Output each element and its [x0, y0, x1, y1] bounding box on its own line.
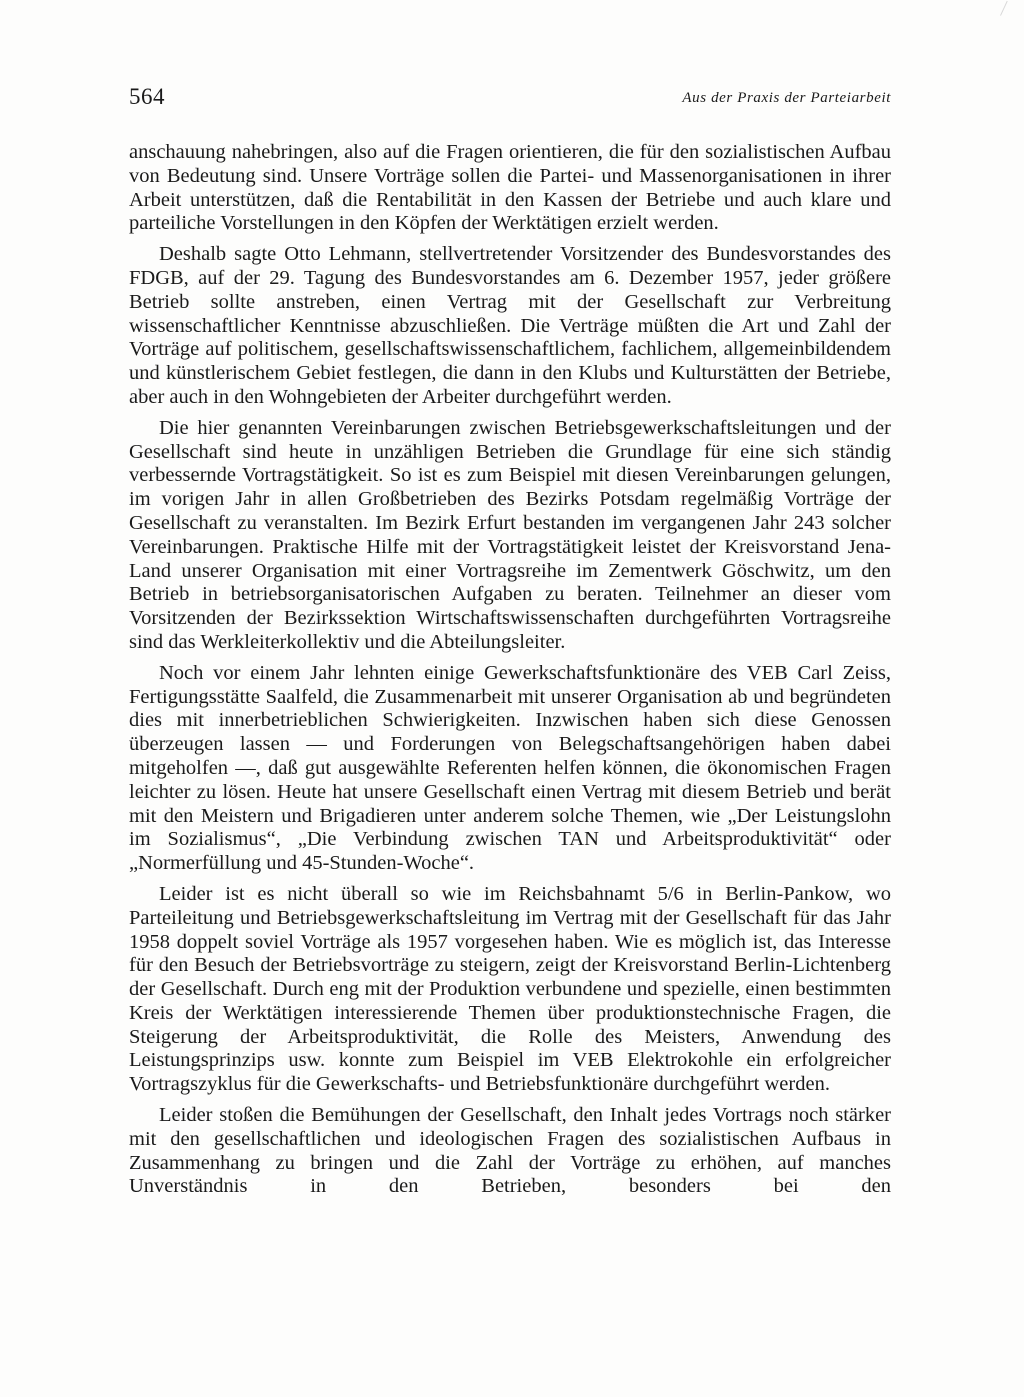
paragraph: anschauung nahebringen, also auf die Fragen orientieren, die für den sozialistischen Aufbau von Bedeutung sind. Unsere Vorträge sollen die Partei- und Massenorganisationen in ihrer Arbeit unterstützen, daß die Rentabilität in den Kassen der Betriebe und auch klare und parteiliche Vorstellungen in den Köpfen der Werktätigen erzielt werden.: [129, 141, 891, 235]
paragraph: Deshalb sagte Otto Lehmann, stellvertretender Vorsitzender des Bundesvorstandes des FDGB, auf der 29. Tagung des Bundesvorstandes am 6. Dezember 1957, jeder größere Betrieb sollte anstreben, einen Vertrag mit der Gesellschaft zur Verbreitung wissenschaftlicher Kenntnisse abzuschließen. Die Verträge müßten die Art und Zahl der Vorträge auf politischem, gesellschaftswissenschaftlichem, fachlichem, allgemeinbildendem und künstlerischem Gebiet festlegen, die dann in den Klubs und Kulturstätten der Betriebe, aber auch in den Wohngebieten der Arbeiter durchgeführt werden.: [129, 243, 891, 408]
page-edge-mark: [1000, 1, 1015, 19]
running-head: Aus der Praxis der Parteiarbeit: [682, 90, 891, 106]
page-header: [129, 84, 891, 112]
paragraph: Leider stoßen die Bemühungen der Gesellschaft, den Inhalt jedes Vortrags noch stärker mit den gesellschaftlichen und ideologischen Fragen des sozialistischen Aufbaus in Zusammenhang zu bringen und die Zahl der Vorträge zu erhöhen, auf manches Unverständnis in den Betrieben, besonders bei den: [129, 1104, 891, 1198]
page-number: 564: [129, 84, 165, 109]
paragraph: Noch vor einem Jahr lehnten einige Gewerkschaftsfunktionäre des VEB Carl Zeiss, Fertigungsstätte Saalfeld, die Zusammenarbeit mit unserer Organisation ab und begründeten dies mit innerbetrieblichen Schwierigkeiten. Inzwischen haben sich diese Genossen überzeugen lassen — und Forderungen von Belegschaftsangehörigen haben dabei mitgeholfen —, daß gut ausgewählte Referenten helfen können, die ökonomischen Fragen leichter zu lösen. Heute hat unsere Gesellschaft einen Vertrag mit diesem Betrieb und berät mit den Meistern und Brigadieren unter anderem solche Themen, wie „Der Leistungslohn im Sozialismus“, „Die Verbindung zwischen TAN und Arbeitsproduktivität“ oder „Normerfüllung und 45-Stunden-Woche“.: [129, 661, 891, 875]
body-text: [129, 141, 891, 1206]
paragraph: Die hier genannten Vereinbarungen zwischen Betriebsgewerkschaftsleitungen und der Gesellschaft sind heute in unzähligen Betrieben die Grundlage für eine sich ständig verbessernde Vortragstätigkeit. So ist es zum Beispiel mit diesen Vereinbarungen gelungen, im vorigen Jahr in allen Großbetrieben des Bezirks Potsdam regelmäßig Vorträge der Gesellschaft zu veranstalten. Im Bezirk Erfurt bestanden im vergangenen Jahr 243 solcher Vereinbarungen. Praktische Hilfe mit der Vortragstätigkeit leistet der Kreisvorstand Jena-Land unserer Organisation mit einer Vortragsreihe im Zementwerk Göschwitz, um den Betrieb in betriebsorganisatorischen Aufgaben zu beraten. Teilnehmer an dieser vom Vorsitzenden der Bezirkssektion Wirtschaftswissenschaften durchgeführten Vortragsreihe sind das Werkleiterkollektiv und die Abteilungsleiter.: [129, 416, 891, 653]
paragraph: Leider ist es nicht überall so wie im Reichsbahnamt 5/6 in Berlin-Pankow, wo Parteileitung und Betriebsgewerkschaftsleitung im Vertrag mit der Gesellschaft für das Jahr 1958 doppelt soviel Vorträge als 1957 vorgesehen haben. Wie es möglich ist, das Interesse für den Besuch der Betriebsvorträge zu steigern, zeigt der Kreisvorstand Berlin-Lichtenberg der Gesellschaft. Durch eng mit der Produktion verbundene und spezielle, einen bestimmten Kreis der Werktätigen interessierende Themen über produktionstechnische Fragen, die Steigerung der Arbeitsproduktivität, die Rolle des Meisters, Anwendung des Leistungsprinzips usw. konnte zum Beispiel im VEB Elektrokohle ein erfolgreicher Vortragszyklus für die Gewerkschafts- und Betriebsfunktionäre durchgeführt werden.: [129, 882, 891, 1096]
